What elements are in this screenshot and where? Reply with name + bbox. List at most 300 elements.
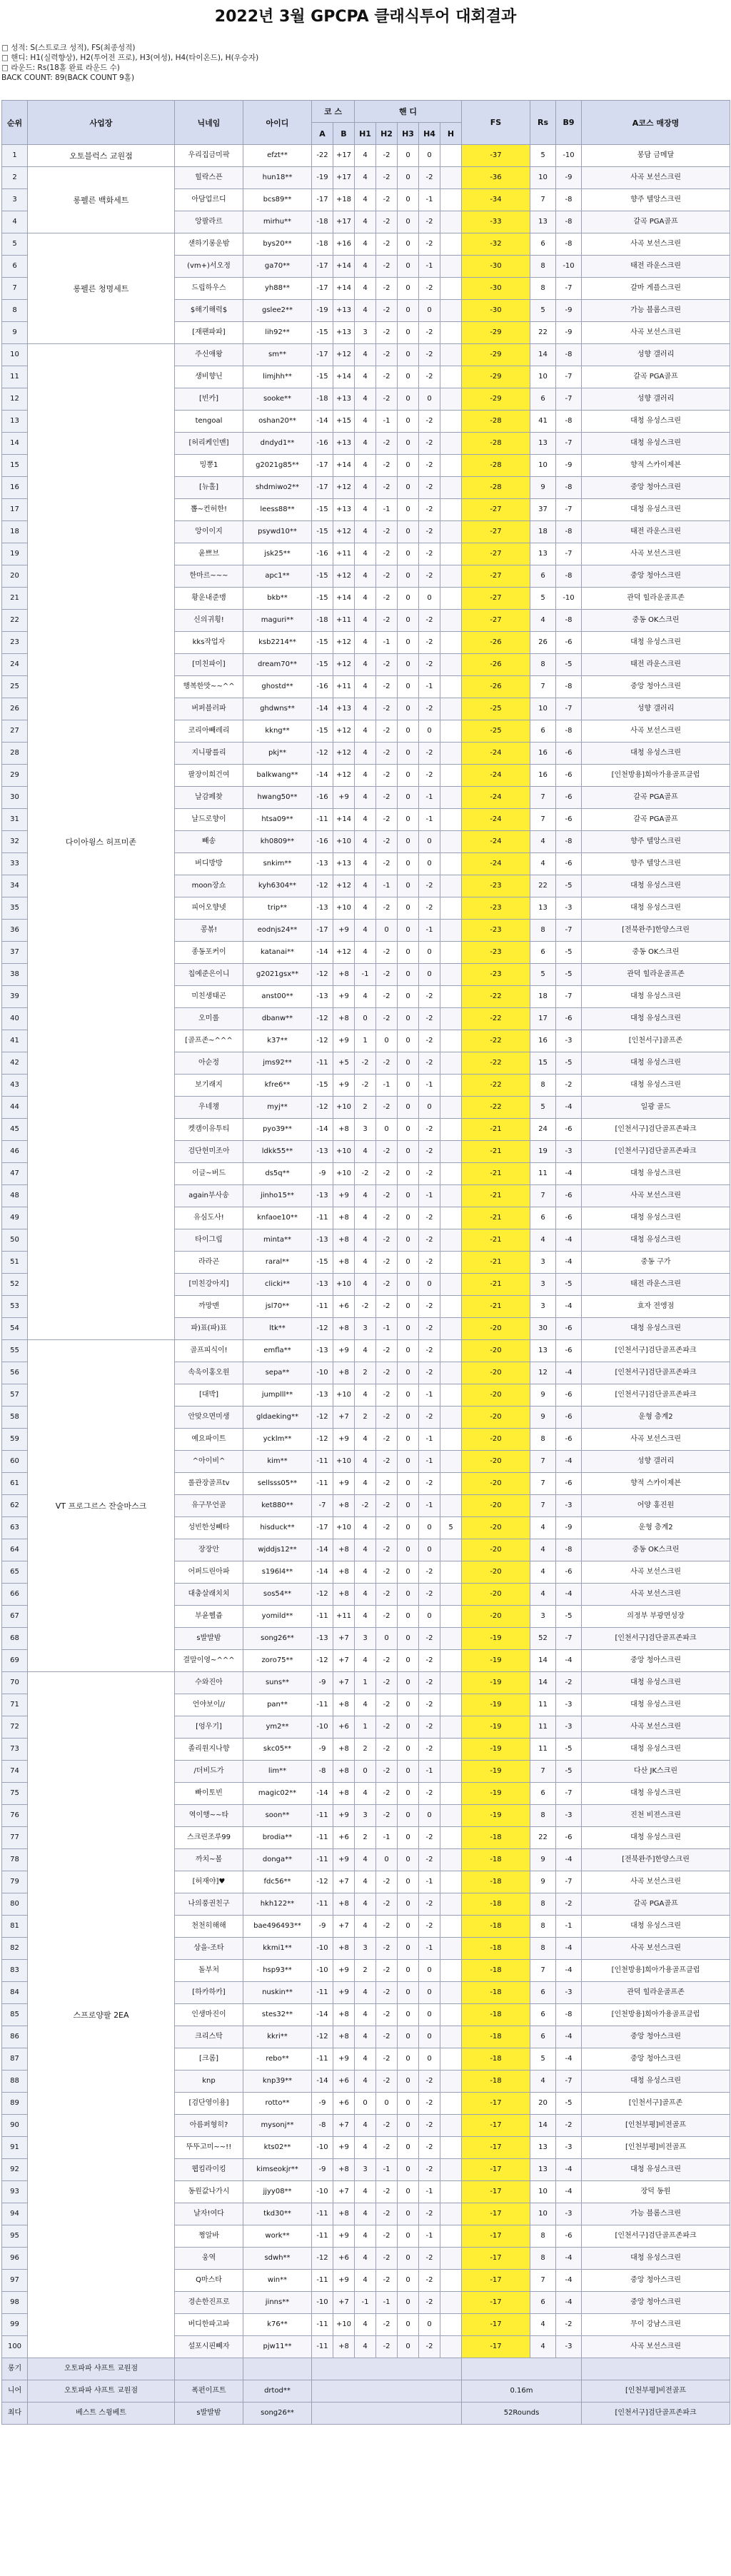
h1-cell: 1 xyxy=(355,1030,376,1052)
h1-cell: 4 xyxy=(355,588,376,610)
h2-cell: -2 xyxy=(376,588,398,610)
id-cell: bys20** xyxy=(243,233,312,256)
header-home: A코스 매장명 xyxy=(582,101,730,145)
rs-cell: 8 xyxy=(530,654,556,676)
course-a-cell: -15 xyxy=(312,654,333,676)
h2-cell: -2 xyxy=(376,278,398,300)
h4-cell: 0 xyxy=(419,1517,440,1539)
rs-cell: 5 xyxy=(530,964,556,986)
nickname-cell: 아순정 xyxy=(175,1052,243,1075)
h2-cell: -2 xyxy=(376,565,398,588)
fs-cell: -33 xyxy=(462,211,530,233)
rs-cell: 14 xyxy=(530,1650,556,1672)
home-store-cell: 갈곡 PGA골프 xyxy=(582,809,730,831)
h3-cell: 0 xyxy=(398,1429,419,1451)
h-cell xyxy=(440,477,462,499)
course-a-cell: -16 xyxy=(312,676,333,698)
course-b-cell: +7 xyxy=(333,2181,355,2203)
home-store-cell: 중동 OK스크린 xyxy=(582,942,730,964)
h3-cell: 0 xyxy=(398,2314,419,2336)
course-a-cell: -11 xyxy=(312,2048,333,2071)
h2-cell: -2 xyxy=(376,1495,398,1517)
h-cell xyxy=(440,1739,462,1761)
id-cell: kh0809** xyxy=(243,831,312,853)
h4-cell: -1 xyxy=(419,189,440,211)
fs-cell: -20 xyxy=(462,1539,530,1561)
h4-cell: -2 xyxy=(419,2292,440,2314)
rank-cell: 100 xyxy=(2,2336,28,2358)
b9-cell: -6 xyxy=(556,1185,582,1207)
b9-cell: -4 xyxy=(556,2270,582,2292)
nickname-cell: 우리집금미팍 xyxy=(175,145,243,167)
h1-cell: 4 xyxy=(355,411,376,433)
home-store-cell: [인천방용]희아가용골프클럽 xyxy=(582,1960,730,1982)
h3-cell: 0 xyxy=(398,1252,419,1274)
h1-cell: -1 xyxy=(355,964,376,986)
h1-cell: 4 xyxy=(355,1561,376,1584)
h3-cell: 0 xyxy=(398,1938,419,1960)
id-cell: leess88** xyxy=(243,499,312,521)
course-a-cell: -16 xyxy=(312,433,333,455)
course-b-cell: +9 xyxy=(333,2048,355,2071)
rank-cell: 46 xyxy=(2,1141,28,1163)
home-store-cell: 운형 층계2 xyxy=(582,1517,730,1539)
nickname-cell: [허재야]♥ xyxy=(175,1871,243,1893)
id-cell: trip** xyxy=(243,897,312,920)
rank-cell: 20 xyxy=(2,565,28,588)
id-cell: hun18** xyxy=(243,167,312,189)
rs-cell: 8 xyxy=(530,1938,556,1960)
nickname-cell: 미친생태곤 xyxy=(175,986,243,1008)
course-a-cell: -12 xyxy=(312,1407,333,1429)
course-a-cell: -12 xyxy=(312,875,333,897)
h4-cell: -1 xyxy=(419,1451,440,1473)
rank-cell: 53 xyxy=(2,1296,28,1318)
rs-cell: 7 xyxy=(530,189,556,211)
rs-cell: 30 xyxy=(530,1318,556,1340)
h1-cell: 0 xyxy=(355,1008,376,1030)
home-store-cell: 태전 라운스크린 xyxy=(582,521,730,543)
course-b-cell: +10 xyxy=(333,831,355,853)
course-b-cell: +14 xyxy=(333,455,355,477)
h2-cell: -2 xyxy=(376,2225,398,2248)
h4-cell: -2 xyxy=(419,875,440,897)
h4-cell: -1 xyxy=(419,1185,440,1207)
nickname-cell: 날자!여다 xyxy=(175,2203,243,2225)
course-a-cell: -17 xyxy=(312,256,333,278)
rank-cell: 52 xyxy=(2,1274,28,1296)
b9-cell: -2 xyxy=(556,1893,582,1916)
course-a-cell: -15 xyxy=(312,565,333,588)
legend-line: □ 핸디: H1(실력향상), H2(투어전 프로), H3(여성), H4(타이온드), H(우승자) xyxy=(1,54,259,62)
h2-cell: -2 xyxy=(376,1473,398,1495)
course-a-cell: -11 xyxy=(312,1982,333,2004)
course-a-cell: -15 xyxy=(312,366,333,388)
h2-cell: -2 xyxy=(376,1185,398,1207)
home-store-cell: 사곡 보선스크린 xyxy=(582,233,730,256)
b9-cell: -7 xyxy=(556,1628,582,1650)
home-store-cell: 대청 유성스크린 xyxy=(582,1694,730,1716)
home-store-cell: 대청 유성스크린 xyxy=(582,499,730,521)
header-h1: H1 xyxy=(355,123,376,145)
legend-line: □ 라운드: Rs(18홀 완료 라운드 수) xyxy=(1,64,120,72)
h3-cell: 0 xyxy=(398,2048,419,2071)
h3-cell: 0 xyxy=(398,920,419,942)
h1-cell: 4 xyxy=(355,1229,376,1252)
fs-cell: -18 xyxy=(462,2071,530,2093)
rs-cell: 11 xyxy=(530,1716,556,1739)
h-cell xyxy=(440,499,462,521)
home-store-cell: 태전 라운스크린 xyxy=(582,256,730,278)
h-cell xyxy=(440,1163,462,1185)
h3-cell: 0 xyxy=(398,1229,419,1252)
rank-cell: 28 xyxy=(2,743,28,765)
h3-cell: 0 xyxy=(398,521,419,543)
home-store-cell: 대청 유성스크린 xyxy=(582,1672,730,1694)
h3-cell: 0 xyxy=(398,1362,419,1384)
b9-cell: -9 xyxy=(556,322,582,344)
course-b-cell: +8 xyxy=(333,1008,355,1030)
h1-cell: 4 xyxy=(355,2270,376,2292)
rs-cell: 5 xyxy=(530,2048,556,2071)
nickname-cell: 팔장이희건여 xyxy=(175,765,243,787)
fs-cell: -26 xyxy=(462,654,530,676)
id-cell: ltk** xyxy=(243,1318,312,1340)
nickname-cell: 경손한진프로 xyxy=(175,2292,243,2314)
fs-cell: -28 xyxy=(462,433,530,455)
nickname-cell: (vm+)서오정 xyxy=(175,256,243,278)
rank-cell: 42 xyxy=(2,1052,28,1075)
h1-cell: 4 xyxy=(355,2248,376,2270)
b9-cell: -9 xyxy=(556,1517,582,1539)
course-b-cell: +10 xyxy=(333,1274,355,1296)
b9-cell: -7 xyxy=(556,698,582,720)
legend-line: □ 성적: S(스트로크 성적), FS(최종성적) xyxy=(1,44,136,52)
h1-cell: 4 xyxy=(355,145,376,167)
h3-cell: 0 xyxy=(398,477,419,499)
header-course: 코 스 xyxy=(312,101,355,123)
h1-cell: 4 xyxy=(355,1871,376,1893)
course-a-cell: -17 xyxy=(312,344,333,366)
rank-cell: 97 xyxy=(2,2270,28,2292)
nickname-cell: 힐락스픈 xyxy=(175,167,243,189)
id-cell: oshan20** xyxy=(243,411,312,433)
course-a-cell: -12 xyxy=(312,1030,333,1052)
nickname-cell: [하카하카] xyxy=(175,1982,243,2004)
nickname-cell: 생비향닌 xyxy=(175,366,243,388)
h3-cell: 0 xyxy=(398,942,419,964)
rank-cell: 89 xyxy=(2,2093,28,2115)
course-b-cell: +6 xyxy=(333,2093,355,2115)
h2-cell: -2 xyxy=(376,1584,398,1606)
h-cell xyxy=(440,1960,462,1982)
h4-cell: -2 xyxy=(419,897,440,920)
h4-cell: 0 xyxy=(419,964,440,986)
h-cell xyxy=(440,1561,462,1584)
id-cell: minta** xyxy=(243,1229,312,1252)
course-a-cell: -12 xyxy=(312,1097,333,1119)
award-value xyxy=(462,2358,582,2380)
nickname-cell: [크롬] xyxy=(175,2048,243,2071)
id-cell: jsk25** xyxy=(243,543,312,565)
course-a-cell: -16 xyxy=(312,831,333,853)
rank-cell: 7 xyxy=(2,278,28,300)
h2-cell: -2 xyxy=(376,1716,398,1739)
course-a-cell: -11 xyxy=(312,2203,333,2225)
home-store-cell: [인천방용]희아가용골프클럽 xyxy=(582,765,730,787)
fs-cell: -23 xyxy=(462,875,530,897)
rs-cell: 8 xyxy=(530,2248,556,2270)
b9-cell: -8 xyxy=(556,610,582,632)
fs-cell: -18 xyxy=(462,1938,530,1960)
rs-cell: 8 xyxy=(530,1893,556,1916)
b9-cell: -6 xyxy=(556,1384,582,1407)
course-b-cell: +9 xyxy=(333,1185,355,1207)
h1-cell: -1 xyxy=(355,2292,376,2314)
h3-cell: 0 xyxy=(398,565,419,588)
course-a-cell: -15 xyxy=(312,322,333,344)
nickname-cell: 까망맨 xyxy=(175,1296,243,1318)
h4-cell: -1 xyxy=(419,1938,440,1960)
nickname-cell: [미친강아지] xyxy=(175,1274,243,1296)
b9-cell: -3 xyxy=(556,1716,582,1739)
course-a-cell: -8 xyxy=(312,1761,333,1783)
h4-cell: -2 xyxy=(419,765,440,787)
h4-cell: -2 xyxy=(419,698,440,720)
rs-cell: 4 xyxy=(530,1561,556,1584)
rs-cell: 11 xyxy=(530,1694,556,1716)
award-blank xyxy=(312,2358,462,2380)
h1-cell: 4 xyxy=(355,565,376,588)
h-cell xyxy=(440,1229,462,1252)
nickname-cell: 웹킴라이킹 xyxy=(175,2159,243,2181)
nickname-cell: 예요파이트 xyxy=(175,1429,243,1451)
home-store-cell: 성향 갤러리 xyxy=(582,388,730,411)
h3-cell: 0 xyxy=(398,1008,419,1030)
h-cell xyxy=(440,1716,462,1739)
fs-cell: -20 xyxy=(462,1606,530,1628)
b9-cell: -6 xyxy=(556,1407,582,1429)
rs-cell: 7 xyxy=(530,1185,556,1207)
h3-cell: 0 xyxy=(398,875,419,897)
nickname-cell: 종동포커이 xyxy=(175,942,243,964)
course-a-cell: -10 xyxy=(312,1362,333,1384)
header-b: B xyxy=(333,123,355,145)
rs-cell: 8 xyxy=(530,920,556,942)
h3-cell: 0 xyxy=(398,233,419,256)
rs-cell: 18 xyxy=(530,986,556,1008)
h3-cell: 0 xyxy=(398,1716,419,1739)
course-a-cell: -18 xyxy=(312,211,333,233)
fs-cell: -17 xyxy=(462,2203,530,2225)
company-group-cell: 스프로양팔 2EA xyxy=(28,1672,175,2358)
course-b-cell: +7 xyxy=(333,1628,355,1650)
fs-cell: -32 xyxy=(462,233,530,256)
h3-cell: 0 xyxy=(398,809,419,831)
home-store-cell: 일광 골드 xyxy=(582,1097,730,1119)
h4-cell: -2 xyxy=(419,610,440,632)
nickname-cell: 타이그립 xyxy=(175,1229,243,1252)
fs-cell: -27 xyxy=(462,499,530,521)
b9-cell: -2 xyxy=(556,1672,582,1694)
home-store-cell: 사곡 보선스크린 xyxy=(582,1938,730,1960)
rank-cell: 71 xyxy=(2,1694,28,1716)
course-b-cell: +10 xyxy=(333,1141,355,1163)
h4-cell: -2 xyxy=(419,1119,440,1141)
home-store-cell: 사곡 보선스크린 xyxy=(582,1561,730,1584)
h-cell xyxy=(440,1451,462,1473)
rank-cell: 1 xyxy=(2,145,28,167)
course-b-cell: +12 xyxy=(333,720,355,743)
course-b-cell: +8 xyxy=(333,2203,355,2225)
h4-cell: 0 xyxy=(419,1982,440,2004)
h4-cell: -2 xyxy=(419,1628,440,1650)
fs-cell: -22 xyxy=(462,1030,530,1052)
h3-cell: 0 xyxy=(398,1539,419,1561)
h2-cell: -2 xyxy=(376,2270,398,2292)
rank-cell: 73 xyxy=(2,1739,28,1761)
h2-cell: -2 xyxy=(376,1052,398,1075)
course-b-cell: +8 xyxy=(333,2026,355,2048)
nickname-cell: 부윤헬쥼 xyxy=(175,1606,243,1628)
nickname-cell: 드립하우스 xyxy=(175,278,243,300)
h2-cell: -2 xyxy=(376,831,398,853)
h2-cell: -1 xyxy=(376,1318,398,1340)
b9-cell: -6 xyxy=(556,1340,582,1362)
h4-cell: -1 xyxy=(419,1495,440,1517)
course-a-cell: -15 xyxy=(312,499,333,521)
h1-cell: 4 xyxy=(355,1584,376,1606)
course-a-cell: -14 xyxy=(312,765,333,787)
h1-cell: 3 xyxy=(355,1318,376,1340)
h4-cell: 0 xyxy=(419,942,440,964)
fs-cell: -21 xyxy=(462,1119,530,1141)
h2-cell: -2 xyxy=(376,1517,398,1539)
id-cell: jsl70** xyxy=(243,1296,312,1318)
h4-cell: 0 xyxy=(419,720,440,743)
id-cell: jinho15** xyxy=(243,1185,312,1207)
h2-cell: -2 xyxy=(376,676,398,698)
h4-cell: -2 xyxy=(419,1407,440,1429)
home-store-cell: [인천부평]비전골프 xyxy=(582,2137,730,2159)
nickname-cell: 스크린조루99 xyxy=(175,1827,243,1849)
fs-cell: -17 xyxy=(462,2137,530,2159)
course-a-cell: -17 xyxy=(312,455,333,477)
h1-cell: 4 xyxy=(355,1384,376,1407)
h-cell xyxy=(440,897,462,920)
rank-cell: 83 xyxy=(2,1960,28,1982)
course-a-cell: -19 xyxy=(312,300,333,322)
b9-cell: -4 xyxy=(556,1650,582,1672)
nickname-cell: 유구무언골 xyxy=(175,1495,243,1517)
h-cell xyxy=(440,1672,462,1694)
nickname-cell: 윤쁘브 xyxy=(175,543,243,565)
fs-cell: -34 xyxy=(462,189,530,211)
h2-cell: -2 xyxy=(376,654,398,676)
h3-cell: 0 xyxy=(398,787,419,809)
rs-cell: 52 xyxy=(530,1628,556,1650)
h3-cell: 0 xyxy=(398,2336,419,2358)
id-cell: lim** xyxy=(243,1761,312,1783)
h4-cell: -2 xyxy=(419,411,440,433)
h1-cell: 2 xyxy=(355,1407,376,1429)
rank-cell: 12 xyxy=(2,388,28,411)
home-store-cell: 갈곡 PGA골프 xyxy=(582,787,730,809)
course-b-cell: +9 xyxy=(333,920,355,942)
h1-cell: 4 xyxy=(355,2336,376,2358)
fs-cell: -27 xyxy=(462,610,530,632)
h3-cell: 0 xyxy=(398,1561,419,1584)
fs-cell: -19 xyxy=(462,1628,530,1650)
rs-cell: 8 xyxy=(530,1916,556,1938)
home-store-cell: 사곡 보선스크린 xyxy=(582,1185,730,1207)
rs-cell: 18 xyxy=(530,521,556,543)
rs-cell: 14 xyxy=(530,1672,556,1694)
b9-cell: -10 xyxy=(556,256,582,278)
home-store-cell: 중동 OK스크린 xyxy=(582,1539,730,1561)
rank-cell: 63 xyxy=(2,1517,28,1539)
fs-cell: -22 xyxy=(462,1097,530,1119)
nickname-cell: 피어오향넷 xyxy=(175,897,243,920)
rank-cell: 45 xyxy=(2,1119,28,1141)
h3-cell: 0 xyxy=(398,388,419,411)
rank-cell: 11 xyxy=(2,366,28,388)
course-a-cell: -19 xyxy=(312,167,333,189)
fs-cell: -18 xyxy=(462,1827,530,1849)
h1-cell: 4 xyxy=(355,1517,376,1539)
h2-cell: -1 xyxy=(376,2292,398,2314)
home-store-cell: 대청 유성스크린 xyxy=(582,986,730,1008)
rank-cell: 39 xyxy=(2,986,28,1008)
h-cell xyxy=(440,2048,462,2071)
fs-cell: -22 xyxy=(462,1075,530,1097)
fs-cell: -17 xyxy=(462,2159,530,2181)
h-cell xyxy=(440,1407,462,1429)
h1-cell: 4 xyxy=(355,388,376,411)
h3-cell: 0 xyxy=(398,1849,419,1871)
home-store-cell: 향주 텔앙스크린 xyxy=(582,831,730,853)
header-id: 아이디 xyxy=(243,101,312,145)
id-cell: kyh6304** xyxy=(243,875,312,897)
header-h2: H2 xyxy=(376,123,398,145)
fs-cell: -17 xyxy=(462,2270,530,2292)
nickname-cell: 나의풍권친구 xyxy=(175,1893,243,1916)
h-cell xyxy=(440,1893,462,1916)
legend xyxy=(1,43,258,83)
course-a-cell: -14 xyxy=(312,942,333,964)
h-cell xyxy=(440,765,462,787)
b9-cell: -8 xyxy=(556,411,582,433)
fs-cell: -20 xyxy=(462,1451,530,1473)
h-cell xyxy=(440,322,462,344)
course-b-cell: +10 xyxy=(333,1163,355,1185)
course-b-cell: +8 xyxy=(333,1561,355,1584)
course-b-cell: +8 xyxy=(333,1694,355,1716)
b9-cell: -6 xyxy=(556,2225,582,2248)
course-a-cell: -9 xyxy=(312,2159,333,2181)
rank-cell: 54 xyxy=(2,1318,28,1340)
fs-cell: -26 xyxy=(462,676,530,698)
table-row xyxy=(2,344,730,366)
course-a-cell: -12 xyxy=(312,743,333,765)
nickname-cell: 한마르~~~ xyxy=(175,565,243,588)
course-b-cell: +8 xyxy=(333,1318,355,1340)
h4-cell: -2 xyxy=(419,2159,440,2181)
h2-cell: -2 xyxy=(376,1252,398,1274)
course-a-cell: -9 xyxy=(312,1916,333,1938)
nickname-cell: 장장안 xyxy=(175,1539,243,1561)
h4-cell: -2 xyxy=(419,1849,440,1871)
